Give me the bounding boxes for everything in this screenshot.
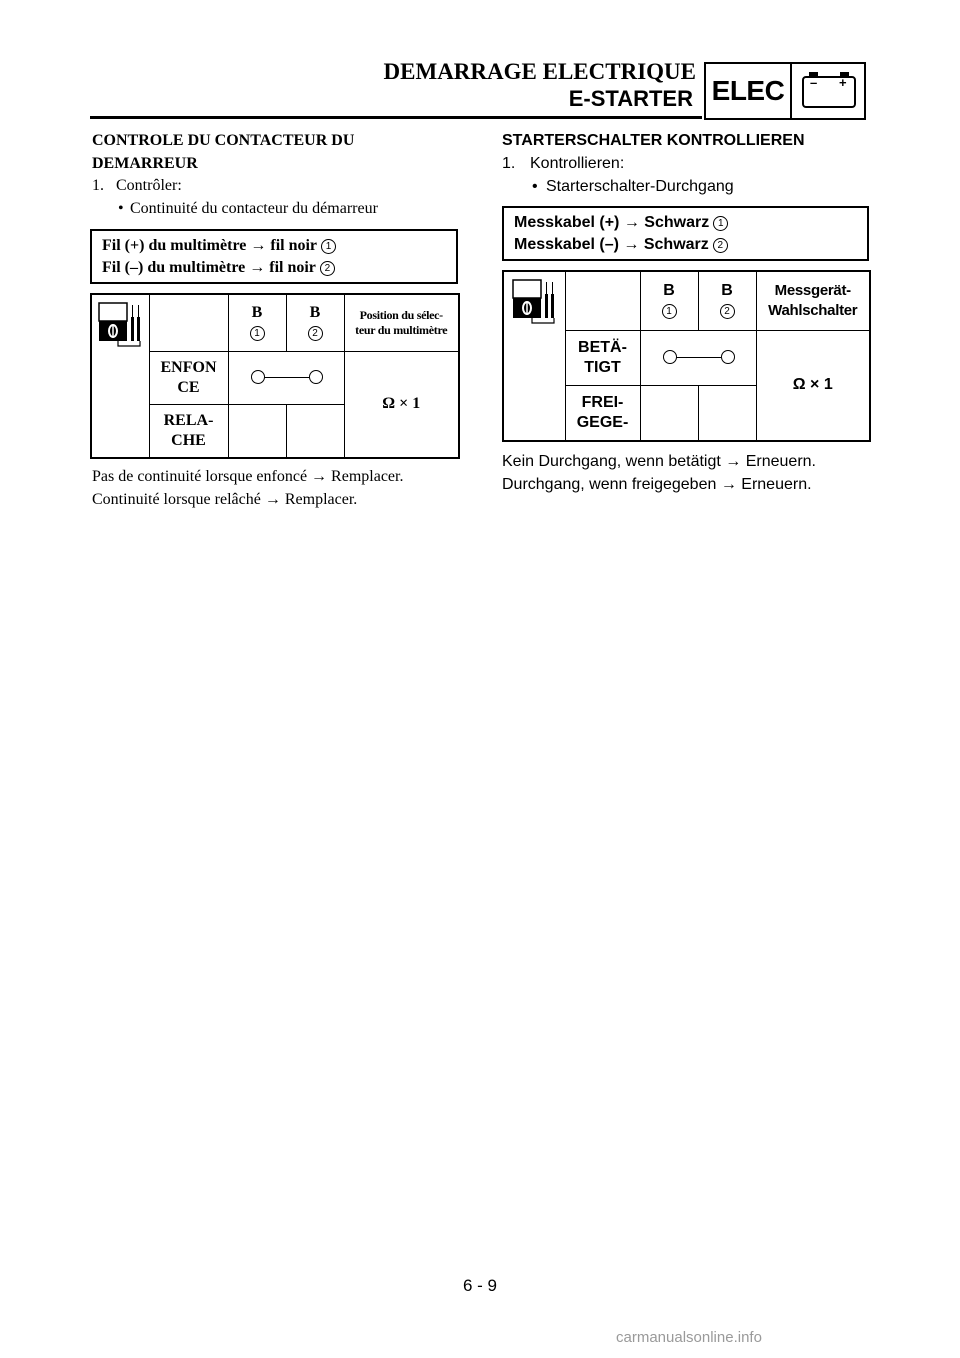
fr-bullet-mark: •	[118, 200, 124, 217]
de-bullet-mark: •	[532, 178, 538, 195]
de-lead-1: Messkabel (+) → Schwarz 1	[514, 213, 728, 233]
section-badge	[704, 62, 866, 120]
de-col-b2: B 2	[698, 271, 756, 330]
fr-step-label: Contrôler:	[116, 177, 182, 194]
de-result-2: Durchgang, wenn freigegeben → Erneuern.	[502, 476, 812, 493]
header-rule	[90, 116, 702, 119]
fr-lead-1: Fil (+) du multimètre → fil noir 1	[102, 236, 336, 256]
header-title-fr: DEMARRAGE ELECTRIQUE	[383, 59, 696, 84]
de-empty-header	[565, 271, 640, 330]
de-step-label: Kontrollieren:	[530, 155, 625, 172]
de-multimeter-cell	[503, 271, 565, 441]
fr-continuity-table	[90, 293, 460, 459]
page-number: 6 - 9	[462, 1276, 498, 1295]
de-bullet-text: Starterschalter-Durchgang	[546, 178, 734, 195]
de-result-1: Kein Durchgang, wenn betätigt → Erneuern.	[502, 453, 816, 470]
fr-heading-line1: CONTROLE DU CONTACTEUR DU	[92, 132, 355, 149]
de-col-b1: B 1	[640, 271, 698, 330]
de-row-pressed-label: BETÄ- TIGT	[565, 330, 640, 385]
de-setting-cell: Ω × 1	[756, 330, 870, 441]
fr-row-released-b1	[228, 404, 286, 458]
de-row-released-b2	[698, 385, 756, 441]
continuity-connector	[641, 350, 756, 366]
de-step-number: 1.	[502, 155, 516, 172]
header-title-de: E-STARTER	[568, 86, 693, 111]
fr-multimeter-cell	[91, 294, 149, 458]
de-lead-box	[502, 206, 869, 261]
multimeter-icon	[93, 295, 147, 353]
fr-col-b1: B 1	[228, 294, 286, 351]
de-row-released-label: FREI- GEGE-	[565, 385, 640, 441]
de-continuity-table	[502, 270, 871, 442]
battery-minus-sign: –	[810, 75, 818, 90]
fr-row-pressed-label: ENFON CE	[149, 351, 228, 404]
fr-col-position: Position du sélec- teur du multimètre	[344, 294, 459, 351]
fr-result-1: Pas de continuité lorsque enfoncé → Remplacer.	[92, 468, 404, 485]
multimeter-icon	[505, 272, 563, 330]
fr-empty-header	[149, 294, 228, 351]
fr-col-b2: B 2	[286, 294, 344, 351]
de-heading: STARTERSCHALTER KONTROLLIEREN	[502, 132, 805, 149]
fr-bullet-text: Continuité du contacteur du démarreur	[130, 200, 378, 217]
de-col-position: Messgerät- Wahlschalter	[756, 271, 870, 330]
de-lead-2: Messkabel (–) → Schwarz 2	[514, 235, 728, 255]
fr-lead-box	[90, 229, 458, 284]
battery-icon	[792, 64, 864, 118]
continuity-connector	[229, 370, 344, 386]
fr-setting-cell: Ω × 1	[344, 351, 459, 458]
fr-lead-2: Fil (–) du multimètre → fil noir 2	[102, 258, 335, 278]
fr-row-pressed-continuity	[228, 351, 344, 404]
de-row-pressed-continuity	[640, 330, 756, 385]
battery-plus-sign: +	[839, 75, 847, 90]
fr-row-released-b2	[286, 404, 344, 458]
fr-heading-line2: DEMARREUR	[92, 155, 198, 172]
fr-row-released-label: RELA- CHE	[149, 404, 228, 458]
watermark: carmanualsonline.info	[616, 1329, 762, 1346]
de-row-released-b1	[640, 385, 698, 441]
badge-label: ELEC	[706, 64, 792, 118]
fr-step-number: 1.	[92, 177, 104, 194]
fr-result-2: Continuité lorsque relâché → Remplacer.	[92, 491, 358, 508]
